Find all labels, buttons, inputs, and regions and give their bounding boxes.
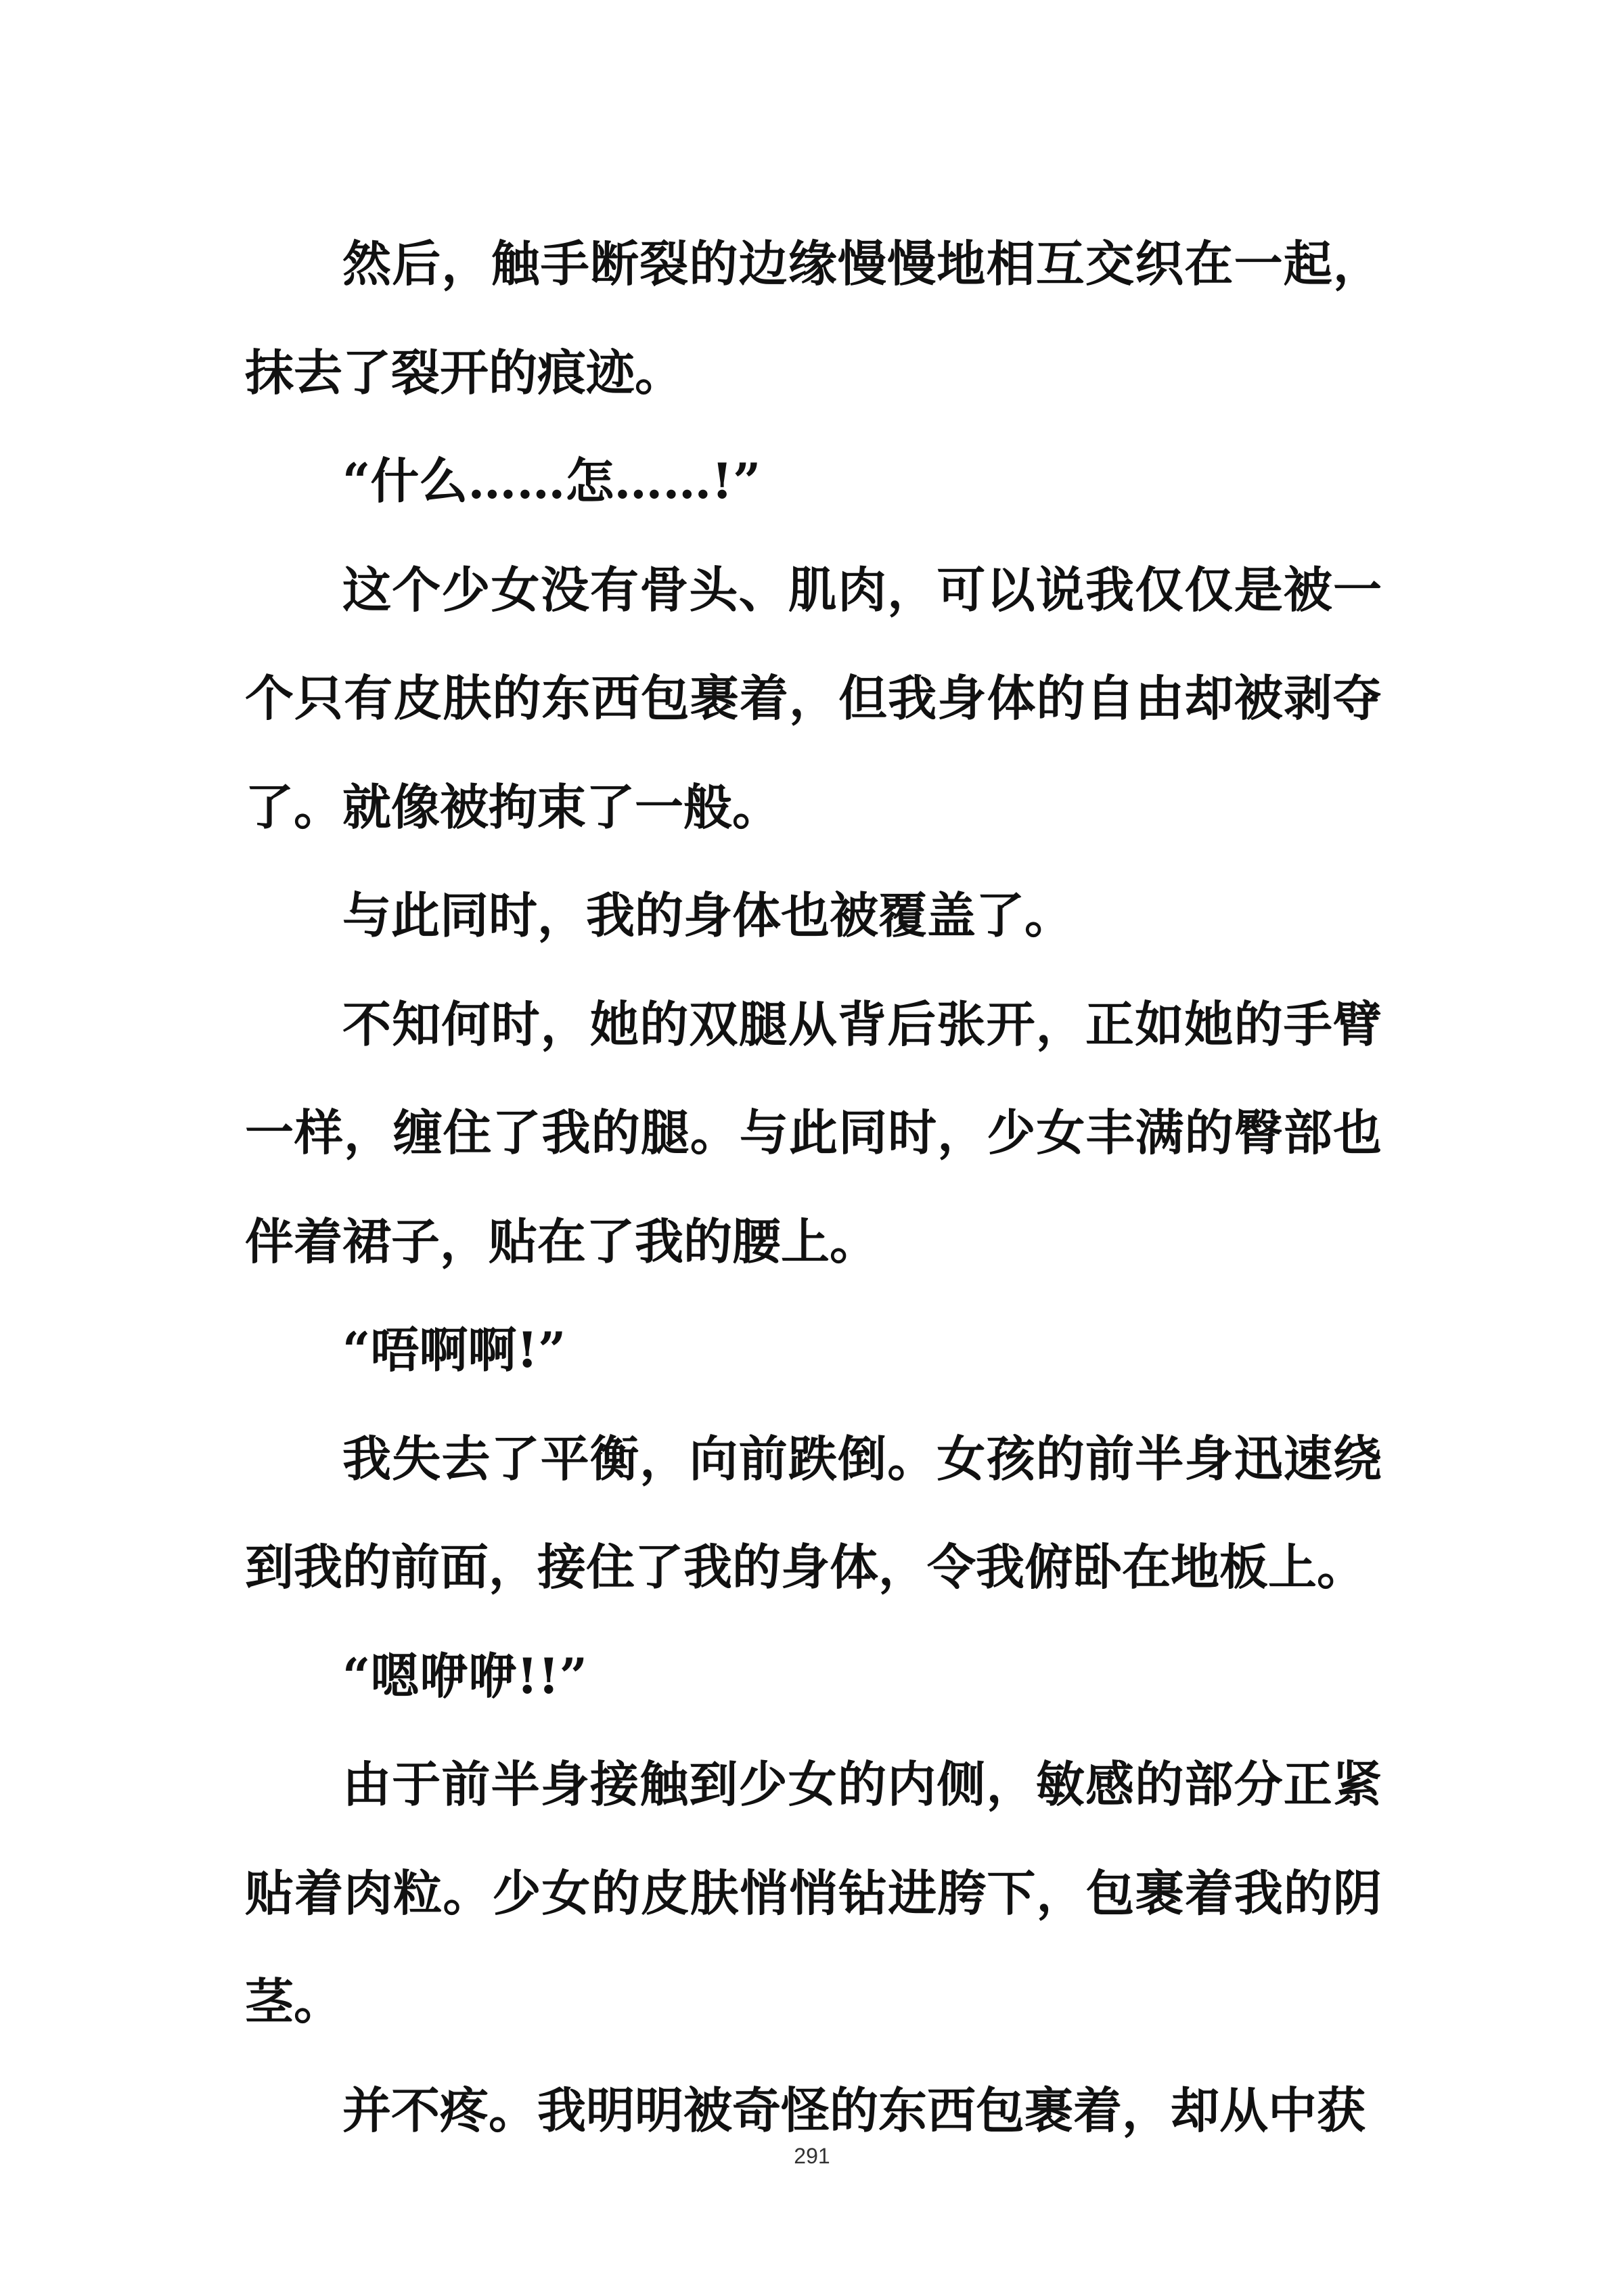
- paragraph-5: 不知何时，她的双腿从背后张开，正如她的手臂一样，缠住了我的腿。与此同时，少女丰满的臀部也伴着裙子，贴在了我的腰上。: [245, 995, 1382, 1270]
- paragraph-9: 由于前半身接触到少女的内侧，敏感的部分正紧贴着肉粒。少女的皮肤悄悄钻进胯下，包裹着我的阴茎。: [245, 1755, 1382, 2030]
- page-number: 291: [794, 2144, 830, 2168]
- paragraph-6: “唔啊啊!”: [342, 1321, 566, 1378]
- paragraph-2: “什么……怎……!”: [342, 452, 761, 510]
- paragraph-4: 与此同时，我的身体也被覆盖了。: [342, 886, 1074, 944]
- paragraph-8: “嗯咿咿!!”: [342, 1646, 588, 1705]
- paragraph-7: 我失去了平衡，向前跌倒。女孩的前半身迅速绕到我的前面，接住了我的身体，令我俯卧在地板上。: [245, 1429, 1382, 1596]
- paragraph-10: 并不疼。我明明被奇怪的东西包裹着，却从中获: [342, 2081, 1366, 2139]
- paragraph-3: 这个少女没有骨头、肌肉，可以说我仅仅是被一个只有皮肤的东西包裹着，但我身体的自由却被剥夺了。就像被拘束了一般。: [245, 560, 1382, 836]
- paragraph-1: 然后，触手断裂的边缘慢慢地相互交织在一起，抹去了裂开的痕迹。: [245, 235, 1382, 401]
- body-text: [245, 210, 1382, 2165]
